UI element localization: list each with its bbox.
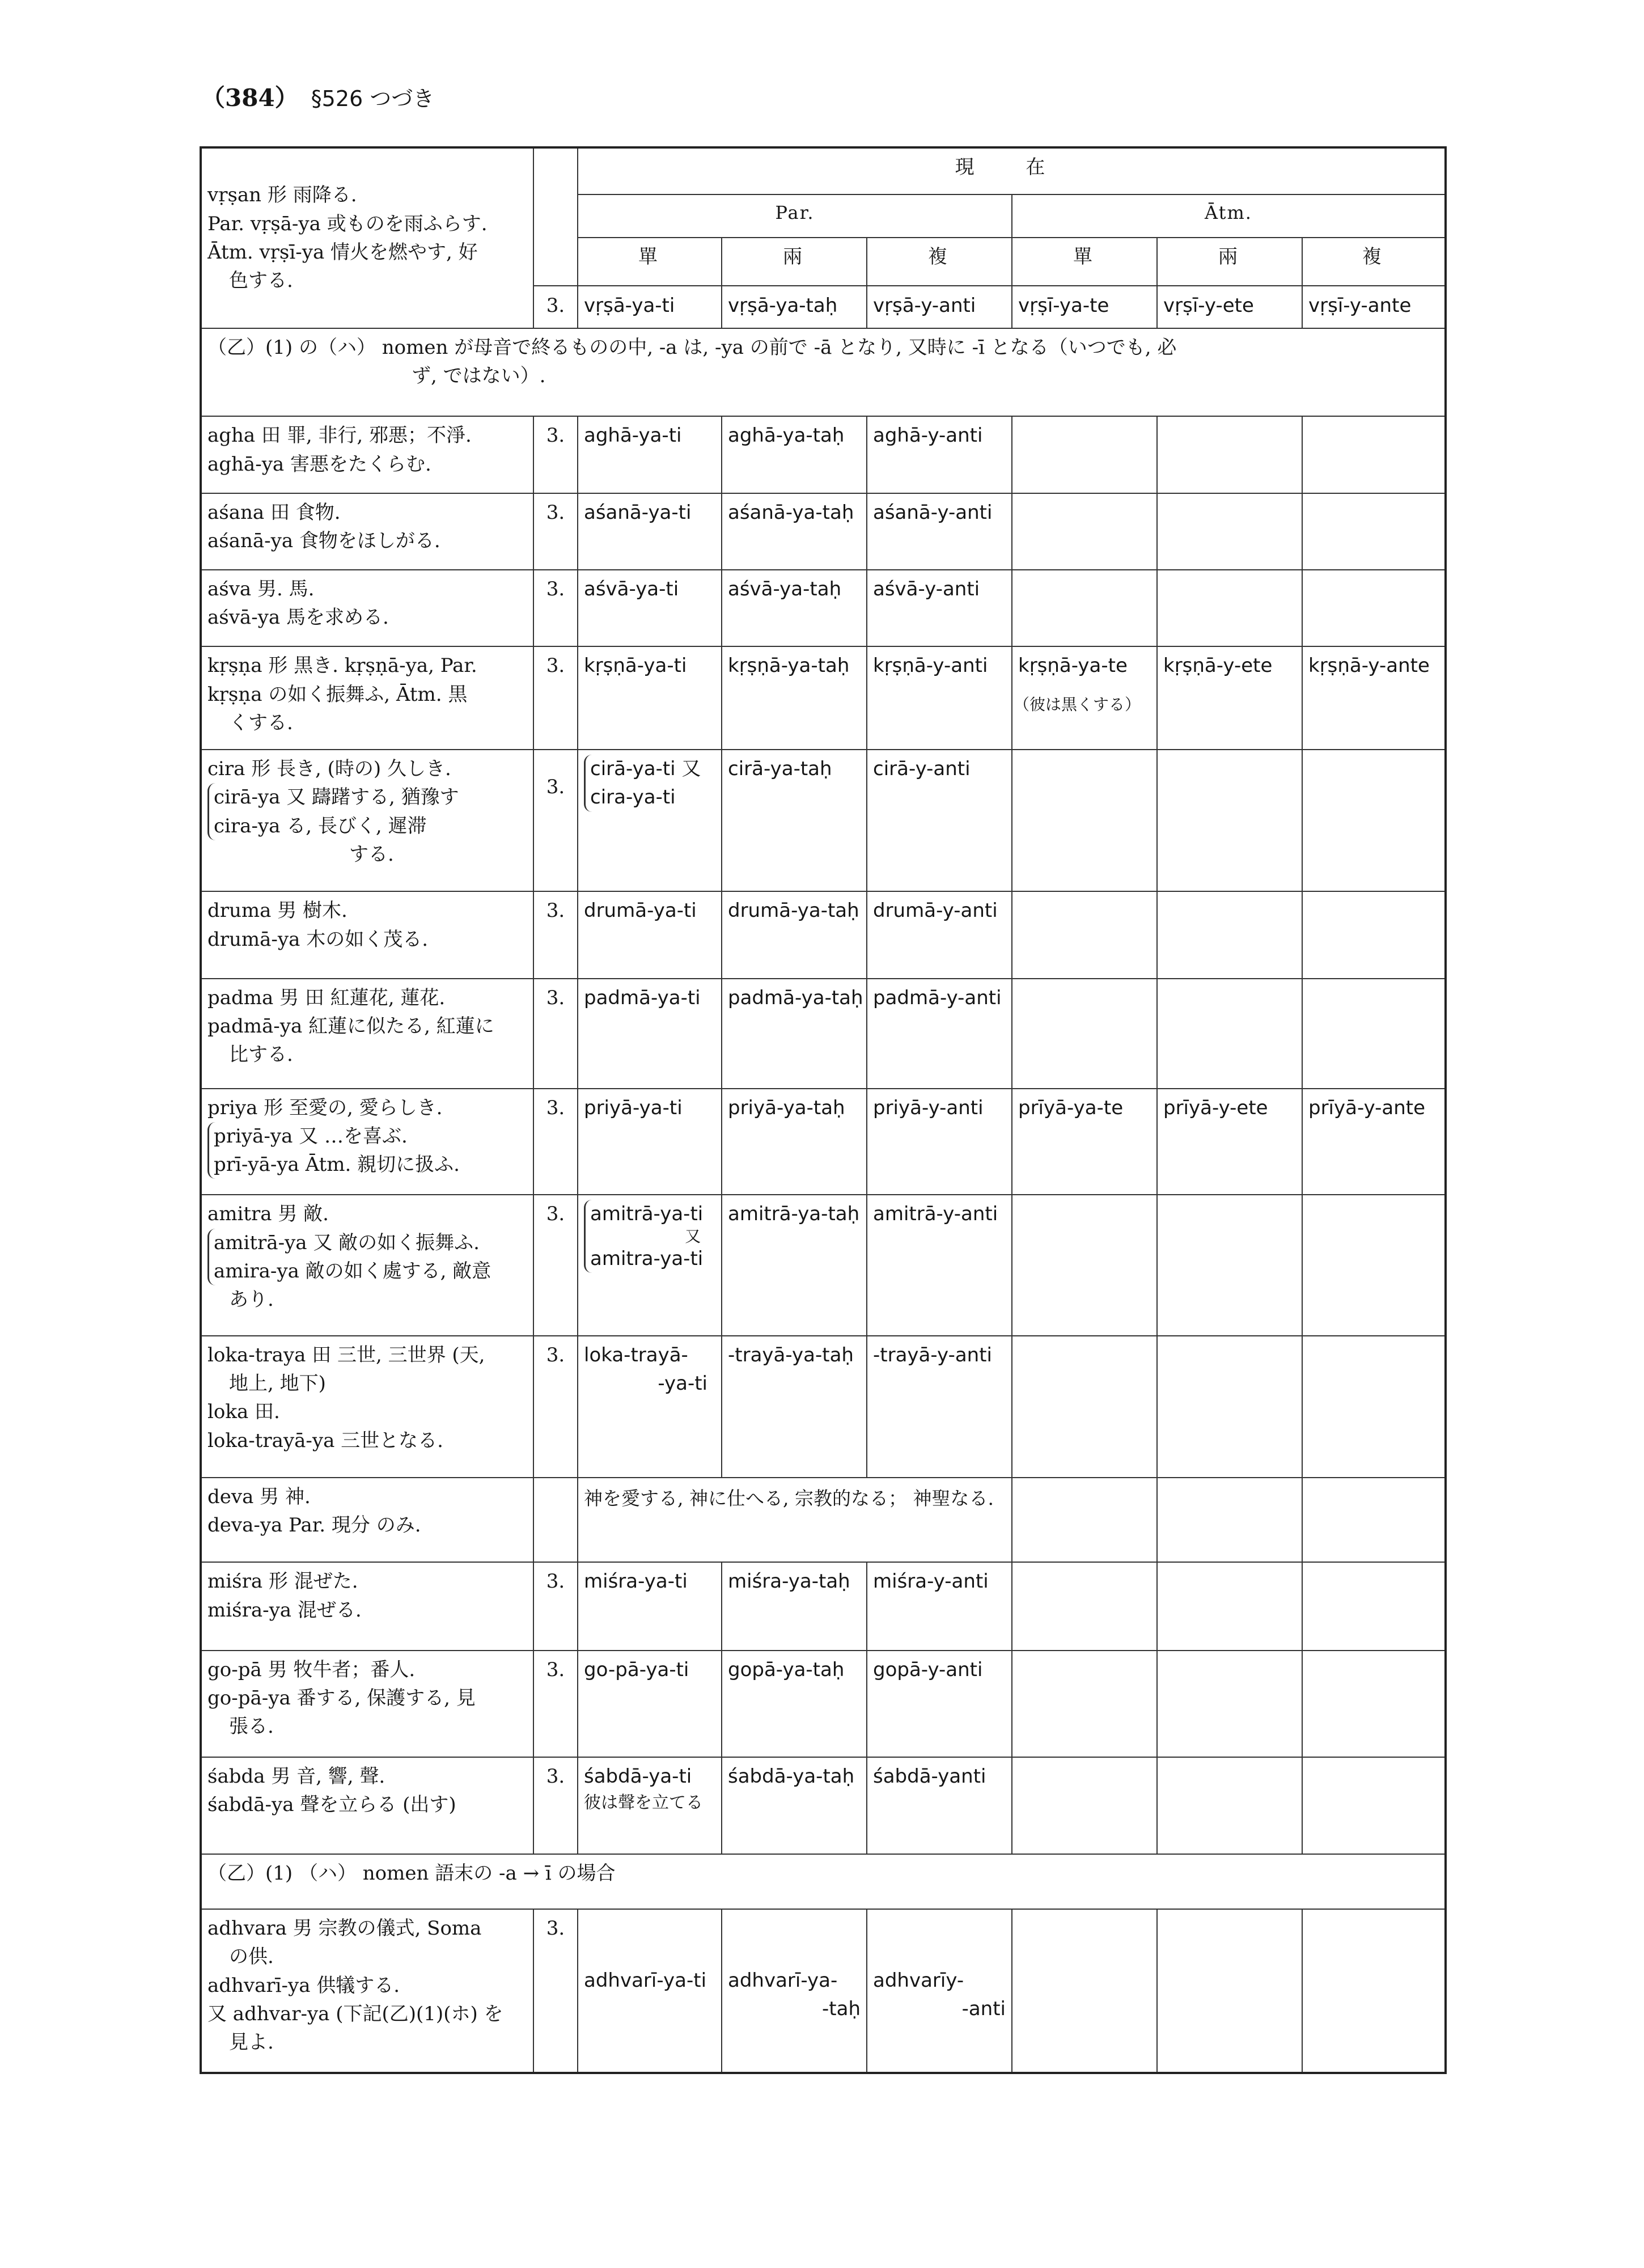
person-cell: 3. <box>533 1195 578 1335</box>
lemma-cell <box>201 493 533 570</box>
conjugation-table <box>200 146 1447 2074</box>
table-row <box>201 1336 1446 1478</box>
form-cell <box>1012 891 1157 978</box>
table-row <box>201 570 1446 646</box>
form-cell <box>1012 750 1157 891</box>
brace-group <box>584 755 701 812</box>
form-cell: priyā-y-anti <box>867 1089 1012 1195</box>
lemma-cell <box>201 570 533 646</box>
atm-header: Ātm. <box>1012 194 1446 238</box>
form-cell: vṛṣā-ya-ti <box>578 286 722 328</box>
form-cell <box>578 1757 722 1855</box>
lemma-line: śabda 男 音, 響, 聲. <box>207 1765 385 1788</box>
lemma-line: あり. <box>229 1288 274 1311</box>
form-cell: -trayā-ya-taḥ <box>722 1336 867 1478</box>
form-cell: vṛṣī-y-ante <box>1302 286 1446 328</box>
form-cell: aśvā-y-anti <box>867 570 1012 646</box>
brace-group <box>207 783 459 840</box>
form-cell: padmā-y-anti <box>867 979 1012 1089</box>
table-row <box>201 750 1446 891</box>
lemma-line: の供. <box>229 1945 274 1969</box>
lemma-cell <box>201 891 533 978</box>
lemma-line: loka-traya 田 三世, 三世界 (天, <box>207 1343 485 1366</box>
form-cell <box>1157 493 1302 570</box>
rule-note-line: （乙）(1) の（ハ） nomen が母音で終るものの中, -a は, -ya の前で -ā となり, 又時に -ī となる（いつでも, 必 <box>207 336 1177 359</box>
form-text: adhvarī-ya- <box>728 1969 838 1992</box>
form-cell: miśra-ya-ti <box>578 1562 722 1650</box>
lemma-cell <box>201 416 533 493</box>
table-row <box>201 1562 1446 1650</box>
form-cell <box>1302 1909 1446 2073</box>
form-cell: -trayā-y-anti <box>867 1336 1012 1478</box>
form-cell: drumā-y-anti <box>867 891 1012 978</box>
plural-header: 複 <box>1302 238 1446 286</box>
lemma-line: aśvā-ya 馬を求める. <box>207 606 389 629</box>
form-cell <box>1012 979 1157 1089</box>
header-lemma-line: Ātm. vṛṣī-ya 情火を燃やす, 好 <box>207 240 478 264</box>
form-cell: aghā-y-anti <box>867 416 1012 493</box>
form-cell: vṛṣī-ya-te <box>1012 286 1157 328</box>
form-cell <box>1302 750 1446 891</box>
lemma-cell <box>201 1562 533 1650</box>
form-cell <box>578 1336 722 1478</box>
form-cell <box>1157 979 1302 1089</box>
table-row <box>201 1651 1446 1757</box>
form-cell <box>1157 1562 1302 1650</box>
form-cell: aśvā-ya-taḥ <box>722 570 867 646</box>
gloss-note: 彼は聲を立てる <box>584 1792 703 1813</box>
form-cell: padmā-ya-ti <box>578 979 722 1089</box>
table-row <box>201 1478 1446 1562</box>
form-cell: kṛṣṇā-y-anti <box>867 646 1012 750</box>
section-label: §526 つづき <box>311 86 435 111</box>
form-cell <box>1012 646 1157 750</box>
lemma-line: go-pā-ya 番する, 保護する, 見 <box>207 1687 476 1710</box>
form-text: śabdā-ya-ti <box>584 1765 692 1788</box>
form-cell: śabdā-yanti <box>867 1757 1012 1855</box>
form-cell <box>1302 493 1446 570</box>
form-cell <box>1157 1195 1302 1335</box>
form-cell: vṛṣī-y-ete <box>1157 286 1302 328</box>
person-cell <box>533 1478 578 1562</box>
table-row <box>201 891 1446 978</box>
form-cell <box>1012 493 1157 570</box>
lemma-line: aśva 男. 馬. <box>207 577 315 600</box>
person-cell: 3. <box>533 1089 578 1195</box>
form-cell <box>1157 1909 1302 2073</box>
form-cell <box>1157 1757 1302 1855</box>
lemma-cell <box>201 1651 533 1757</box>
form-cell: priyā-ya-taḥ <box>722 1089 867 1195</box>
form-cell: aśanā-ya-taḥ <box>722 493 867 570</box>
table-row <box>201 1757 1446 1855</box>
form-cell <box>578 1195 722 1335</box>
form-text: amitra-ya-ti <box>590 1247 704 1270</box>
table-row <box>201 1909 1446 2073</box>
form-cell: aśvā-ya-ti <box>578 570 722 646</box>
form-cell <box>1157 416 1302 493</box>
lemma-line: 見よ. <box>229 2031 274 2054</box>
lemma-cell <box>201 1909 533 2073</box>
lemma-line: druma 男 樹木. <box>207 899 348 923</box>
form-cell: cirā-y-anti <box>867 750 1012 891</box>
form-cell <box>1012 1562 1157 1650</box>
lemma-line: śabdā-ya 聲を立らる (出す) <box>207 1793 456 1816</box>
form-cell <box>1157 891 1302 978</box>
form-cell: prīyā-ya-te <box>1012 1089 1157 1195</box>
lemma-line: miśra 形 混ぜた. <box>207 1570 358 1593</box>
form-text: loka-trayā- <box>584 1343 688 1366</box>
form-cell <box>1157 1478 1302 1562</box>
lemma-line: go-pā 男 牧牛者；番人. <box>207 1658 416 1681</box>
gloss-note: （彼は黒くする） <box>1014 695 1141 714</box>
lemma-line: cirā-ya 又 躊躇する, 猶豫す <box>214 786 459 809</box>
form-text: adhvarīy- <box>873 1969 964 1992</box>
lemma-line: deva-ya Par. 現分 のみ. <box>207 1514 421 1537</box>
lemma-line: priya 形 至愛の, 愛らしき. <box>207 1096 443 1119</box>
form-cell: kṛṣṇā-y-ete <box>1157 646 1302 750</box>
table-row <box>201 1089 1446 1195</box>
rule-note: （乙）(1) （ハ） nomen 語末の -a → ī の場合 <box>201 1854 1446 1909</box>
form-cell <box>578 750 722 891</box>
lemma-line: adhvarī-ya 供犠する. <box>207 1974 400 1997</box>
header-lemma-line: Par. vṛṣā-ya 或ものを雨ふらす. <box>207 212 488 235</box>
form-cell: kṛṣṇā-y-ante <box>1302 646 1446 750</box>
form-cell <box>1157 1336 1302 1478</box>
header-lemma-cell <box>201 147 533 328</box>
form-cell: aghā-ya-ti <box>578 416 722 493</box>
person-cell: 3. <box>533 1336 578 1478</box>
brace-group <box>207 1229 491 1286</box>
lemma-line: prī-yā-ya Ātm. 親切に扱ふ. <box>214 1153 460 1177</box>
lemma-line: loka 田. <box>207 1400 280 1424</box>
page-number: （384） <box>201 84 299 112</box>
lemma-line: priyā-ya 又 …を喜ぶ. <box>214 1124 408 1148</box>
form-cell <box>1302 1478 1446 1562</box>
lemma-line: amira-ya 敵の如く處する, 敵意 <box>214 1259 491 1283</box>
lemma-line: くする. <box>229 711 293 734</box>
plural-header: 複 <box>867 238 1012 286</box>
form-cell: aśanā-y-anti <box>867 493 1012 570</box>
form-cell <box>722 1909 867 2073</box>
form-cell: vṛṣā-y-anti <box>867 286 1012 328</box>
form-cell <box>1302 570 1446 646</box>
person-cell: 3. <box>533 493 578 570</box>
form-cell <box>1012 1651 1157 1757</box>
form-text: cirā-ya-ti 又 <box>590 757 701 780</box>
lemma-cell <box>201 750 533 891</box>
form-text: cira-ya-ti <box>590 786 676 809</box>
lemma-line: adhvara 男 宗教の儀式, Soma <box>207 1917 482 1940</box>
description-cell: 神を愛する, 神に仕へる, 宗教的なる； 神聖なる. <box>578 1478 1012 1562</box>
conjunction: 又 <box>685 1226 701 1246</box>
form-cell <box>1302 1195 1446 1335</box>
form-cell: aghā-ya-taḥ <box>722 416 867 493</box>
form-text: kṛṣṇā-ya-te <box>1018 654 1128 678</box>
par-header: Par. <box>578 194 1012 238</box>
form-text: -anti <box>961 1998 1006 2021</box>
form-cell <box>1012 1909 1157 2073</box>
form-text: -taḥ <box>822 1998 861 2021</box>
form-text: -ya-ti <box>658 1372 707 1395</box>
lemma-cell <box>201 1336 533 1478</box>
form-cell <box>1302 1757 1446 1855</box>
brace-group <box>207 1122 460 1179</box>
form-cell <box>1012 1478 1157 1562</box>
form-cell <box>1012 1336 1157 1478</box>
lemma-cell <box>201 979 533 1089</box>
form-text: amitrā-ya-ti <box>590 1203 704 1226</box>
lemma-line: cira-ya る, 長びく, 遲滞 <box>214 814 427 837</box>
form-cell: prīyā-y-ete <box>1157 1089 1302 1195</box>
dual-header: 兩 <box>1157 238 1302 286</box>
person-cell: 3. <box>533 286 578 328</box>
person-cell: 3. <box>533 416 578 493</box>
lemma-line: padmā-ya 紅蓮に似たる, 紅蓮に <box>207 1015 494 1038</box>
form-cell <box>1302 1562 1446 1650</box>
form-cell <box>1157 750 1302 891</box>
lemma-line: miśra-ya 混ぜる. <box>207 1598 362 1622</box>
form-cell <box>1012 1757 1157 1855</box>
form-cell: drumā-ya-taḥ <box>722 891 867 978</box>
form-cell: amitrā-y-anti <box>867 1195 1012 1335</box>
form-cell: amitrā-ya-taḥ <box>722 1195 867 1335</box>
table-row <box>201 416 1446 493</box>
lemma-line: 張る. <box>229 1715 274 1738</box>
table-row <box>201 979 1446 1089</box>
lemma-line: kṛṣṇa 形 黒き. kṛṣṇā-ya, Par. <box>207 654 477 678</box>
lemma-line: aghā-ya 害悪をたくらむ. <box>207 452 431 476</box>
form-cell <box>1302 1336 1446 1478</box>
lemma-line: 又 adhvar-ya (下記(乙)(1)(ホ) を <box>207 2003 503 2026</box>
person-cell: 3. <box>533 570 578 646</box>
form-cell: prīyā-y-ante <box>1302 1089 1446 1195</box>
person-cell: 3. <box>533 750 578 891</box>
form-cell <box>1157 570 1302 646</box>
form-cell: śabdā-ya-taḥ <box>722 1757 867 1855</box>
form-cell <box>1302 416 1446 493</box>
person-cell: 3. <box>533 1562 578 1650</box>
present-header: 現 在 <box>578 147 1446 194</box>
table-row <box>201 1195 1446 1335</box>
form-cell <box>1302 979 1446 1089</box>
singular-header: 單 <box>578 238 722 286</box>
form-cell <box>867 1909 1012 2073</box>
singular-header: 單 <box>1012 238 1157 286</box>
person-cell: 3. <box>533 1651 578 1757</box>
table-row <box>201 493 1446 570</box>
person-cell: 3. <box>533 1757 578 1855</box>
form-cell: gopā-ya-taḥ <box>722 1651 867 1757</box>
lemma-line: aśanā-ya 食物をほしがる. <box>207 530 440 553</box>
lemma-line: cira 形 長き, (時の) 久しき. <box>207 757 451 780</box>
lemma-line: する. <box>349 843 394 866</box>
form-cell <box>1012 570 1157 646</box>
person-cell: 3. <box>533 979 578 1089</box>
form-cell <box>1302 891 1446 978</box>
lemma-line: 地上, 地下) <box>229 1372 326 1395</box>
lemma-cell <box>201 646 533 750</box>
form-cell: adhvarī-ya-ti <box>578 1909 722 2073</box>
person-cell: 3. <box>533 646 578 750</box>
lemma-cell <box>201 1089 533 1195</box>
form-cell: vṛṣā-ya-taḥ <box>722 286 867 328</box>
rule-note-line: ず, ではない）. <box>412 365 546 388</box>
lemma-cell <box>201 1195 533 1335</box>
header-lemma-line: 色する. <box>229 269 293 293</box>
form-cell: gopā-y-anti <box>867 1651 1012 1757</box>
header-lemma-line: vṛṣan 形 雨降る. <box>207 184 357 207</box>
lemma-line: loka-trayā-ya 三世となる. <box>207 1429 443 1452</box>
lemma-line: kṛṣṇa の如く振舞ふ, Ātm. 黒 <box>207 683 468 706</box>
rule-note <box>201 328 1446 416</box>
lemma-line: deva 男 神. <box>207 1485 311 1508</box>
lemma-line: 比する. <box>229 1043 293 1067</box>
page-header <box>201 79 434 113</box>
form-cell: aśanā-ya-ti <box>578 493 722 570</box>
form-cell: go-pā-ya-ti <box>578 1651 722 1757</box>
form-cell <box>1157 1651 1302 1757</box>
form-cell: kṛṣṇā-ya-taḥ <box>722 646 867 750</box>
lemma-cell <box>201 1478 533 1562</box>
form-cell: kṛṣṇā-ya-ti <box>578 646 722 750</box>
form-cell <box>1012 1195 1157 1335</box>
person-cell: 3. <box>533 891 578 978</box>
form-cell: miśra-y-anti <box>867 1562 1012 1650</box>
header-blank <box>533 147 578 286</box>
form-cell: padmā-ya-taḥ <box>722 979 867 1089</box>
form-cell <box>1012 416 1157 493</box>
dual-header: 兩 <box>722 238 867 286</box>
lemma-line: amitrā-ya 又 敵の如く振舞ふ. <box>214 1231 480 1254</box>
brace-group <box>584 1200 703 1273</box>
form-cell: priyā-ya-ti <box>578 1089 722 1195</box>
form-cell <box>1302 1651 1446 1757</box>
form-cell: miśra-ya-taḥ <box>722 1562 867 1650</box>
lemma-line: agha 田 罪, 非行, 邪悪；不淨. <box>207 424 472 447</box>
form-cell: drumā-ya-ti <box>578 891 722 978</box>
form-cell: cirā-ya-taḥ <box>722 750 867 891</box>
lemma-line: drumā-ya 木の如く茂る. <box>207 928 429 951</box>
lemma-cell <box>201 1757 533 1855</box>
lemma-line: aśana 田 食物. <box>207 501 341 524</box>
table-row <box>201 646 1446 750</box>
lemma-line: padma 男 田 紅蓮花, 蓮花. <box>207 986 446 1009</box>
person-cell: 3. <box>533 1909 578 2073</box>
lemma-line: amitra 男 敵. <box>207 1203 329 1226</box>
